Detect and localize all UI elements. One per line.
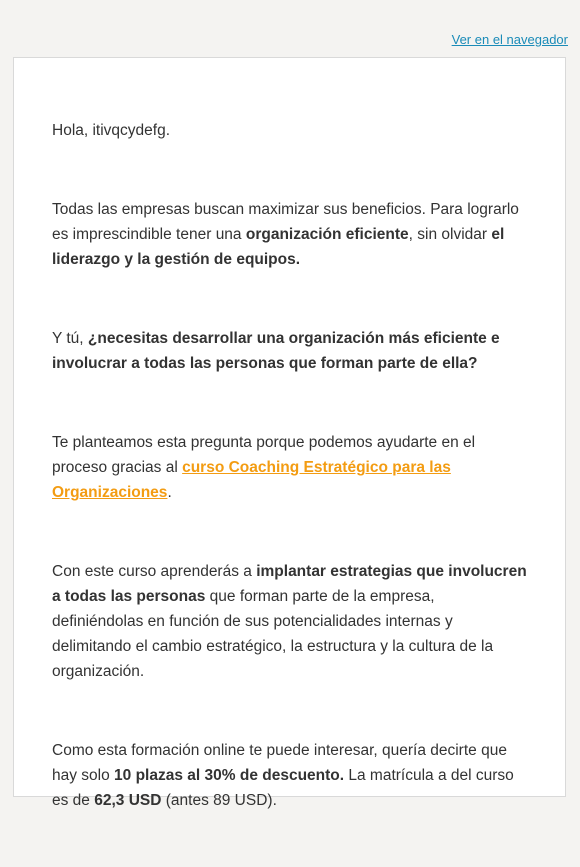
discount-bold-price: 62,3 USD [94, 792, 162, 809]
discount-text-1: Como esta formación online te puede interesar, quería decirte que hay solo [52, 742, 507, 784]
intro-bold-organizacion: organización eficiente [245, 226, 409, 243]
offer-text-2: . [167, 484, 172, 501]
intro-bold-liderazgo: el liderazgo y la gestión de equipos. [52, 226, 505, 268]
paragraph-discount [52, 738, 530, 813]
discount-bold-plazas: 10 plazas al 30% de descuento. [114, 767, 345, 784]
discount-text-3: (antes 89 USD). [161, 792, 277, 809]
greeting: Hola, itivqcydefg. [52, 122, 171, 139]
greeting-text [52, 118, 530, 143]
details-text-1: Con este curso aprenderás a [52, 563, 257, 580]
view-in-browser-link[interactable]: Ver en el navegador [451, 32, 568, 47]
question-text-1: Y tú, [52, 330, 88, 347]
paragraph-course-offer [52, 430, 530, 505]
offer-text-1: Te planteamos esta pregunta porque podemos ayudarte en el proceso gracias al [52, 434, 476, 476]
paragraph-intro [52, 197, 530, 272]
details-bold: implantar estrategias que involucren a todas las personas [52, 563, 527, 605]
intro-text-1: Todas las empresas buscan maximizar sus beneficios. Para lograrlo es imprescindible tener una [52, 201, 519, 243]
question-bold: ¿necesitas desarrollar una organización más eficiente e involucrar a todas las personas que forman parte de ella? [52, 330, 500, 372]
intro-text-2: , sin olvidar [408, 226, 492, 243]
discount-text-2: La matrícula a del curso es de [52, 767, 514, 809]
email-content [52, 118, 530, 867]
paragraph-question [52, 326, 530, 376]
details-text-2: que forman parte de la empresa, definiéndolas en función de sus potencialidades internas y delimitando el cambio estratégico, la estructura y la cultura de la organización. [52, 588, 494, 680]
course-link[interactable]: curso Coaching Estratégico para las Organizaciones [52, 459, 451, 501]
email-body-card [13, 57, 566, 809]
paragraph-course-details [52, 559, 530, 684]
email-top-bar [0, 0, 580, 57]
